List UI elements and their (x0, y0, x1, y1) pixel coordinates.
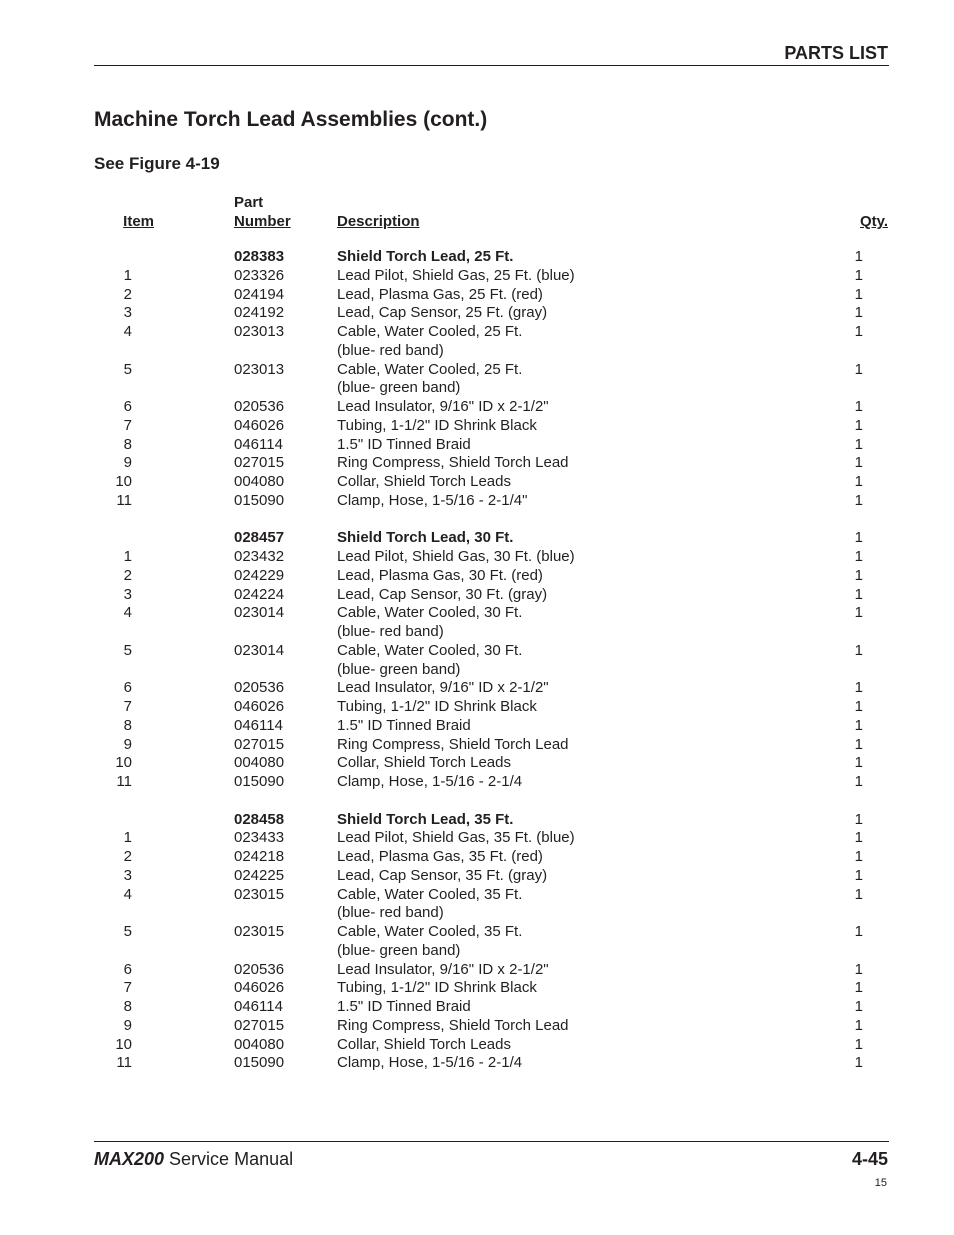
description-cell: Lead Pilot, Shield Gas, 30 Ft. (blue) (337, 548, 575, 565)
assembly-row (0, 529, 954, 548)
table-row (0, 848, 954, 867)
item-cell: 10 (115, 754, 132, 772)
table-row (0, 623, 954, 642)
part-number-cell: 004080 (234, 754, 285, 772)
table-row (0, 1017, 954, 1036)
item-cell: 10 (115, 1035, 132, 1053)
table-row (0, 679, 954, 698)
part-number-cell: 027015 (234, 454, 285, 472)
sheet-number: 15 (874, 1177, 887, 1189)
description-cell: Tubing, 1-1/2" ID Shrink Black (337, 416, 537, 434)
table-row (0, 548, 954, 567)
parts-table (0, 248, 954, 1073)
table-row (0, 886, 954, 905)
item-cell: 5 (123, 360, 132, 378)
table-row (0, 961, 954, 980)
part-number-cell: 023014 (234, 604, 285, 622)
part-number-cell: 028383 (234, 248, 285, 265)
part-number-cell: 024218 (234, 848, 285, 865)
table-row (0, 586, 954, 605)
column-header-description-label: Description (337, 213, 420, 230)
qty-cell: 1 (854, 285, 863, 303)
table-row (0, 923, 954, 942)
qty-cell: 1 (854, 679, 863, 697)
part-number-cell: 023014 (234, 641, 285, 659)
qty-cell: 1 (854, 548, 863, 565)
part-number-cell: 027015 (234, 735, 285, 753)
table-row (0, 661, 954, 680)
qty-cell: 1 (854, 810, 863, 828)
qty-cell: 1 (854, 773, 863, 790)
part-number-cell: 020536 (234, 398, 285, 415)
table-row (0, 829, 954, 848)
part-number-cell: 015090 (234, 1054, 285, 1072)
assembly-row (0, 248, 954, 267)
item-cell: 2 (123, 566, 132, 584)
part-number-cell: 046026 (234, 979, 285, 997)
part-number-cell: 024224 (234, 585, 285, 603)
description-cell: Ring Compress, Shield Torch Lead (337, 1016, 569, 1034)
description-cell: Shield Torch Lead, 30 Ft. (337, 529, 514, 547)
page-title: Machine Torch Lead Assemblies (cont.) (94, 108, 488, 131)
part-number-cell: 046026 (234, 416, 285, 434)
item-cell: 4 (123, 323, 132, 340)
column-header-part-label: Number (234, 213, 291, 230)
part-number-cell: 023015 (234, 923, 285, 940)
item-cell: 9 (123, 1016, 132, 1034)
description-cell: Lead, Cap Sensor, 25 Ft. (gray) (337, 304, 548, 322)
description-cell: Collar, Shield Torch Leads (337, 754, 511, 772)
item-cell: 7 (123, 698, 132, 715)
table-row (0, 998, 954, 1017)
table-row (0, 942, 954, 961)
table-row (0, 323, 954, 342)
part-number-cell: 004080 (234, 1035, 285, 1053)
description-cell: (blue- red band) (337, 904, 444, 922)
description-cell: (blue- red band) (337, 341, 444, 359)
table-row (0, 717, 954, 736)
description-cell: Lead Insulator, 9/16" ID x 2-1/2" (337, 960, 549, 978)
item-cell: 1 (123, 266, 132, 284)
qty-cell: 1 (854, 735, 863, 753)
description-cell: Collar, Shield Torch Leads (337, 1035, 511, 1053)
table-row (0, 492, 954, 511)
description-cell: Lead, Plasma Gas, 30 Ft. (red) (337, 566, 543, 584)
table-row (0, 642, 954, 661)
description-cell: Cable, Water Cooled, 30 Ft. (337, 641, 523, 659)
footer-manual-title (94, 1149, 293, 1170)
table-row (0, 473, 954, 492)
table-row (0, 436, 954, 455)
part-number-cell: 023013 (234, 360, 285, 378)
header-divider (94, 65, 889, 66)
part-number-cell: 046114 (234, 998, 283, 1015)
table-row (0, 567, 954, 586)
qty-cell: 1 (854, 604, 863, 622)
qty-cell: 1 (854, 698, 863, 715)
qty-cell: 1 (854, 248, 863, 265)
description-cell: Clamp, Hose, 1-5/16 - 2-1/4 (337, 1054, 523, 1072)
qty-cell: 1 (854, 454, 863, 472)
footer-manual: Service Manual (169, 1149, 294, 1169)
qty-cell: 1 (854, 360, 863, 378)
qty-cell: 1 (854, 585, 863, 603)
table-row (0, 398, 954, 417)
description-cell: Lead, Plasma Gas, 25 Ft. (red) (337, 285, 543, 303)
table-row (0, 979, 954, 998)
description-cell: Lead, Cap Sensor, 30 Ft. (gray) (337, 585, 548, 603)
part-number-cell: 023015 (234, 885, 285, 903)
qty-cell: 1 (854, 323, 863, 340)
qty-cell: 1 (854, 398, 863, 415)
qty-cell: 1 (854, 473, 863, 490)
item-cell: 8 (123, 998, 132, 1015)
qty-cell: 1 (854, 1016, 863, 1034)
qty-cell: 1 (854, 641, 863, 659)
description-cell: Cable, Water Cooled, 25 Ft. (337, 323, 523, 340)
item-cell: 8 (123, 716, 132, 734)
part-number-cell: 023433 (234, 829, 285, 847)
description-cell: Clamp, Hose, 1-5/16 - 2-1/4" (337, 491, 528, 509)
part-number-cell: 024194 (234, 285, 285, 303)
item-cell: 7 (123, 979, 132, 997)
item-cell: 5 (123, 641, 132, 659)
table-row (0, 736, 954, 755)
item-cell: 2 (123, 285, 132, 303)
table-row (0, 698, 954, 717)
description-cell: Lead Pilot, Shield Gas, 25 Ft. (blue) (337, 266, 575, 284)
qty-cell: 1 (854, 866, 863, 884)
qty-cell: 1 (854, 266, 863, 284)
item-cell: 2 (123, 848, 132, 865)
section-header-label: PARTS LIST (784, 43, 888, 63)
figure-reference: See Figure 4-19 (94, 154, 220, 173)
qty-cell: 1 (854, 416, 863, 434)
description-cell: 1.5" ID Tinned Braid (337, 435, 471, 453)
part-number-cell: 024192 (234, 304, 285, 322)
item-cell: 9 (123, 454, 132, 472)
table-row (0, 267, 954, 286)
part-number-cell: 023326 (234, 266, 285, 284)
part-number-cell: 046026 (234, 698, 285, 715)
description-cell: Tubing, 1-1/2" ID Shrink Black (337, 979, 537, 997)
column-header-description (337, 212, 420, 231)
description-cell: (blue- red band) (337, 623, 444, 640)
assembly-row (0, 811, 954, 830)
page-number: 4-45 (851, 1149, 888, 1169)
description-cell: (blue- green band) (337, 379, 461, 397)
item-cell: 1 (123, 829, 132, 847)
item-cell: 8 (123, 435, 132, 453)
part-number-cell: 028457 (234, 529, 285, 547)
item-cell: 11 (116, 773, 132, 790)
table-row (0, 773, 954, 792)
table-row (0, 361, 954, 380)
part-number-cell: 015090 (234, 773, 285, 790)
qty-cell: 1 (854, 529, 863, 547)
qty-cell: 1 (854, 829, 863, 847)
column-header-part (234, 212, 291, 231)
qty-cell: 1 (854, 1054, 863, 1072)
description-cell: (blue- green band) (337, 941, 461, 959)
description-cell: Shield Torch Lead, 25 Ft. (337, 248, 514, 265)
qty-cell: 1 (854, 998, 863, 1015)
item-cell: 11 (116, 491, 132, 509)
item-cell: 9 (123, 735, 132, 753)
item-cell: 11 (116, 1054, 132, 1072)
table-row (0, 754, 954, 773)
qty-cell: 1 (854, 716, 863, 734)
description-cell: Lead Insulator, 9/16" ID x 2-1/2" (337, 398, 549, 415)
item-cell: 6 (123, 960, 132, 978)
description-cell: Lead Insulator, 9/16" ID x 2-1/2" (337, 679, 549, 697)
qty-cell: 1 (854, 566, 863, 584)
table-row (0, 1054, 954, 1073)
qty-cell: 1 (854, 848, 863, 865)
part-number-cell: 024229 (234, 566, 285, 584)
part-number-cell: 027015 (234, 1016, 285, 1034)
description-cell: Cable, Water Cooled, 35 Ft. (337, 885, 523, 903)
description-cell: Lead Pilot, Shield Gas, 35 Ft. (blue) (337, 829, 575, 847)
description-cell: Clamp, Hose, 1-5/16 - 2-1/4 (337, 773, 523, 790)
table-row (0, 379, 954, 398)
description-cell: Cable, Water Cooled, 30 Ft. (337, 604, 523, 622)
description-cell: 1.5" ID Tinned Braid (337, 998, 471, 1015)
qty-cell: 1 (854, 885, 863, 903)
qty-cell: 1 (854, 960, 863, 978)
column-header-item (123, 212, 154, 231)
description-cell: Lead, Cap Sensor, 35 Ft. (gray) (337, 866, 548, 884)
item-cell: 3 (123, 304, 132, 322)
table-row (0, 1036, 954, 1055)
description-cell: Ring Compress, Shield Torch Lead (337, 454, 569, 472)
table-row (0, 304, 954, 323)
qty-cell: 1 (854, 754, 863, 772)
description-cell: Lead, Plasma Gas, 35 Ft. (red) (337, 848, 543, 865)
part-number-cell: 046114 (234, 435, 283, 453)
table-row (0, 454, 954, 473)
column-header-qty-label: Qty. (859, 213, 888, 230)
description-cell: Cable, Water Cooled, 25 Ft. (337, 360, 523, 378)
qty-cell: 1 (854, 304, 863, 322)
item-cell: 1 (123, 548, 132, 565)
part-number-cell: 023013 (234, 323, 285, 340)
table-row (0, 342, 954, 361)
item-cell: 4 (123, 885, 132, 903)
description-cell: 1.5" ID Tinned Braid (337, 716, 471, 734)
description-cell: Collar, Shield Torch Leads (337, 473, 511, 490)
part-number-cell: 024225 (234, 866, 285, 884)
qty-cell: 1 (854, 1035, 863, 1053)
qty-cell: 1 (854, 491, 863, 509)
qty-cell: 1 (854, 979, 863, 997)
column-header-part-top: Part (234, 194, 264, 211)
table-row (0, 604, 954, 623)
item-cell: 7 (123, 416, 132, 434)
table-row (0, 286, 954, 305)
qty-cell: 1 (854, 435, 863, 453)
part-number-cell: 020536 (234, 679, 285, 697)
part-number-cell: 015090 (234, 491, 285, 509)
description-cell: Ring Compress, Shield Torch Lead (337, 735, 569, 753)
table-row (0, 904, 954, 923)
part-number-cell: 023432 (234, 548, 285, 565)
column-header-item-label: Item (123, 213, 154, 230)
part-number-cell: 020536 (234, 960, 285, 978)
description-cell: Shield Torch Lead, 35 Ft. (337, 810, 514, 828)
item-cell: 6 (123, 679, 132, 697)
item-cell: 10 (115, 473, 132, 490)
item-cell: 6 (123, 398, 132, 415)
item-cell: 3 (123, 585, 132, 603)
part-number-cell: 046114 (234, 716, 283, 734)
footer-divider (94, 1141, 889, 1142)
qty-cell: 1 (854, 923, 863, 940)
item-cell: 4 (123, 604, 132, 622)
column-header-qty (860, 212, 888, 231)
part-number-cell: 004080 (234, 473, 285, 490)
description-cell: Tubing, 1-1/2" ID Shrink Black (337, 698, 537, 715)
footer-model: MAX200 (94, 1149, 165, 1169)
item-cell: 5 (123, 923, 132, 940)
item-cell: 3 (123, 866, 132, 884)
description-cell: Cable, Water Cooled, 35 Ft. (337, 923, 523, 940)
table-row (0, 417, 954, 436)
description-cell: (blue- green band) (337, 660, 461, 678)
table-spacer (0, 511, 954, 530)
table-spacer (0, 792, 954, 811)
part-number-cell: 028458 (234, 810, 285, 828)
table-row (0, 867, 954, 886)
